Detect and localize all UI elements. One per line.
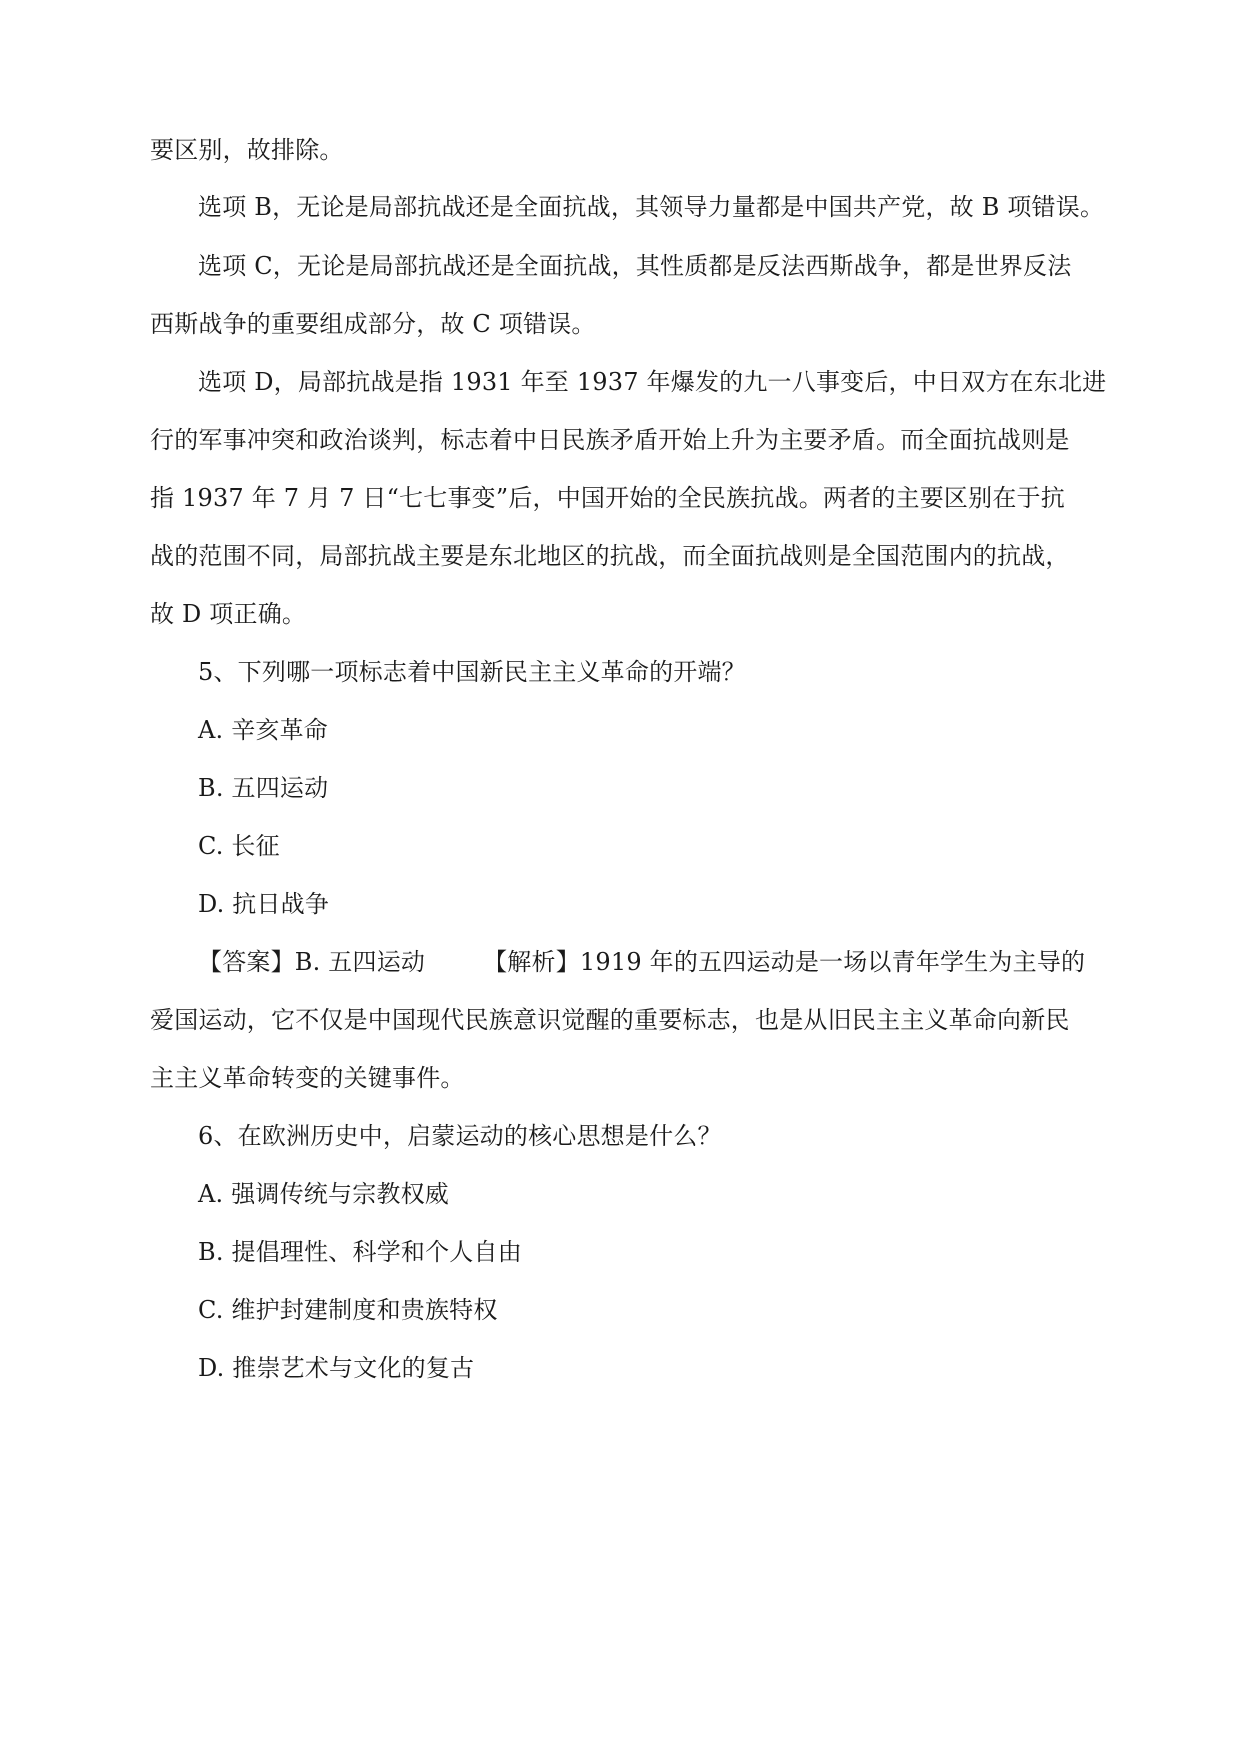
option-c-explanation-line-1: 选项 C，无论是局部抗战还是全面抗战，其性质都是反法西斯战争，都是世界反法 — [198, 252, 1072, 280]
question-6-option-a: A. 强调传统与宗教权威 — [198, 1180, 449, 1208]
question-5-analysis-line-2: 爱国运动，它不仅是中国现代民族意识觉醒的重要标志，也是从旧民主主义革命向新民 — [150, 1006, 1070, 1034]
question-5-answer-line — [198, 947, 1085, 977]
question-6-option-b: B. 提倡理性、科学和个人自由 — [198, 1238, 522, 1266]
option-d-explanation-line-4: 战的范围不同，局部抗战主要是东北地区的抗战，而全面抗战则是全国范围内的抗战， — [150, 542, 1070, 570]
question-5-analysis-line-3: 主主义革命转变的关键事件。 — [150, 1064, 465, 1092]
question-5-option-c: C. 长征 — [198, 832, 280, 860]
question-5-option-b: B. 五四运动 — [198, 774, 329, 802]
option-c-explanation-line-2: 西斯战争的重要组成部分，故 C 项错误。 — [150, 310, 596, 338]
paragraph-continuation: 要区别，故排除。 — [150, 136, 344, 164]
option-d-explanation-line-5: 故 D 项正确。 — [150, 600, 307, 628]
option-d-explanation-line-3: 指 1937 年 7 月 7 日“七七事变”后，中国开始的全民族抗战。两者的主要区别在于抗 — [150, 484, 1065, 512]
question-5-option-a: A. 辛亥革命 — [198, 716, 328, 744]
question-6: 6、在欧洲历史中，启蒙运动的核心思想是什么？ — [198, 1122, 722, 1150]
option-d-explanation-line-2: 行的军事冲突和政治谈判，标志着中日民族矛盾开始上升为主要矛盾。而全面抗战则是 — [150, 426, 1070, 454]
question-5-analysis-start: 【解析】1919 年的五四运动是一场以青年学生为主导的 — [483, 948, 1086, 976]
option-b-explanation: 选项 B，无论是局部抗战还是全面抗战，其领导力量都是中国共产党，故 B 项错误。 — [198, 193, 1105, 221]
question-5: 5、下列哪一项标志着中国新民主主义革命的开端？ — [198, 658, 746, 686]
option-d-explanation-line-1: 选项 D，局部抗战是指 1931 年至 1937 年爆发的九一八事变后，中日双方在东北进 — [198, 368, 1107, 396]
question-6-option-d: D. 推崇艺术与文化的复古 — [198, 1354, 475, 1382]
question-5-option-d: D. 抗日战争 — [198, 890, 330, 918]
question-6-option-c: C. 维护封建制度和贵族特权 — [198, 1296, 498, 1324]
question-5-answer: 【答案】B. 五四运动 — [198, 948, 426, 976]
